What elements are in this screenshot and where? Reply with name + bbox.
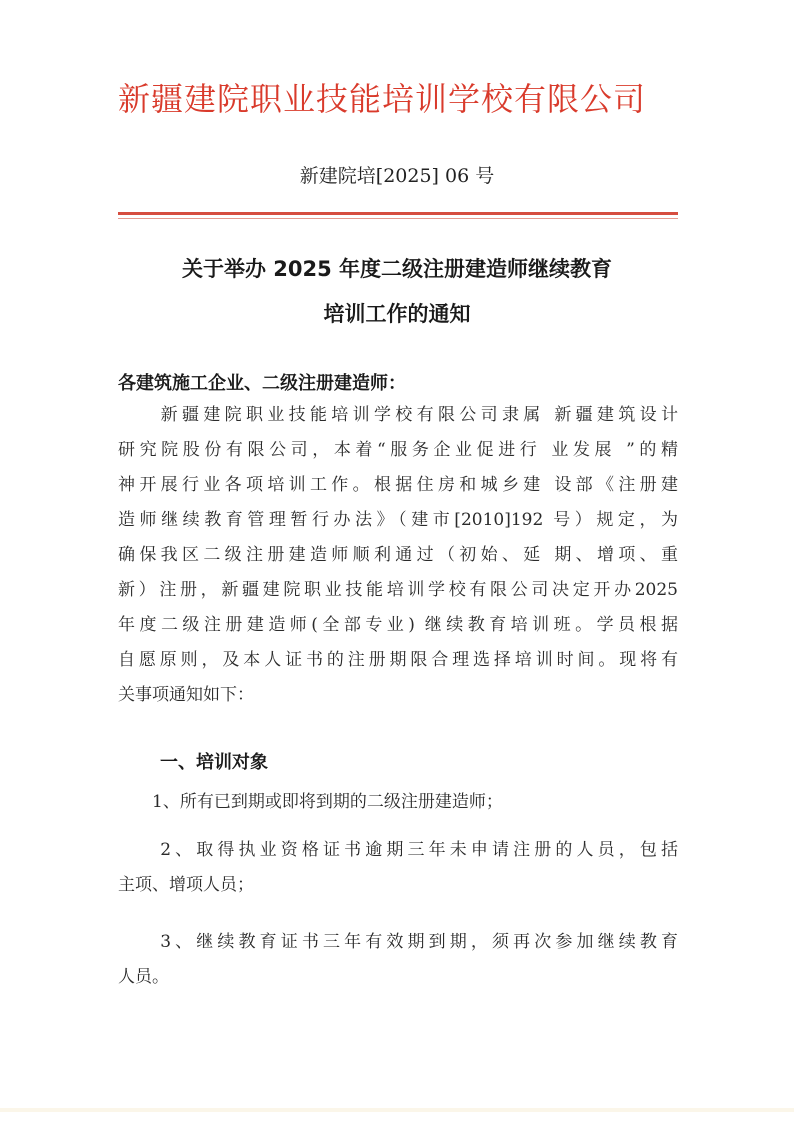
document-title-line-1: 关于举办 2025 年度二级注册建造师继续教育 bbox=[181, 257, 613, 281]
list-item-line: 主项、增项人员； bbox=[118, 875, 254, 895]
red-divider-thick bbox=[118, 212, 678, 215]
document-title-line-2: 培训工作的通知 bbox=[323, 302, 471, 326]
body-line: 新疆建院职业技能培训学校有限公司隶属 新疆建筑设计 bbox=[118, 405, 678, 425]
body-line: 确保我区二级注册建造师顺利通过（初始、延 期、增项、重 bbox=[118, 545, 678, 565]
organization-header: 新疆建院职业技能培训学校有限公司 bbox=[118, 80, 647, 118]
list-item-line: 人员。 bbox=[118, 967, 169, 987]
list-item-line: 2、取得执业资格证书逾期三年未申请注册的人员，包括 bbox=[118, 840, 678, 860]
body-line: 自愿原则，及本人证书的注册期限合理选择培训时间。现将有 bbox=[118, 650, 678, 670]
list-item-1 bbox=[118, 785, 678, 820]
body-line: 神开展行业各项培训工作。根据住房和城乡建 设部《注册建 bbox=[118, 475, 678, 495]
list-item-3 bbox=[118, 925, 678, 995]
section-heading-training-targets: 一、培训对象 bbox=[160, 752, 268, 773]
list-item-line: 1、所有已到期或即将到期的二级注册建造师； bbox=[118, 792, 503, 812]
salutation: 各建筑施工企业、二级注册建造师： bbox=[118, 373, 406, 394]
body-line: 研究院股份有限公司，本着“服务企业促进行 业发展 ”的精 bbox=[118, 440, 678, 460]
body-line: 造师继续教育管理暂行办法》（建市[2010]192 号）规定，为 bbox=[118, 510, 678, 530]
page-bottom-edge bbox=[0, 1108, 794, 1112]
body-line: 关事项通知如下： bbox=[118, 685, 254, 705]
list-item-line: 3、继续教育证书三年有效期到期，须再次参加继续教育 bbox=[118, 932, 678, 952]
list-item-2 bbox=[118, 833, 678, 903]
body-line: 年度二级注册建造师(全部专业) 继续教育培训班。学员根据 bbox=[118, 615, 678, 635]
body-line: 新）注册，新疆建院职业技能培训学校有限公司决定开办2025 bbox=[118, 580, 678, 600]
document-number: 新建院培[2025] 06 号 bbox=[299, 165, 495, 187]
red-divider-thin bbox=[118, 218, 678, 219]
body-paragraph bbox=[118, 398, 678, 713]
